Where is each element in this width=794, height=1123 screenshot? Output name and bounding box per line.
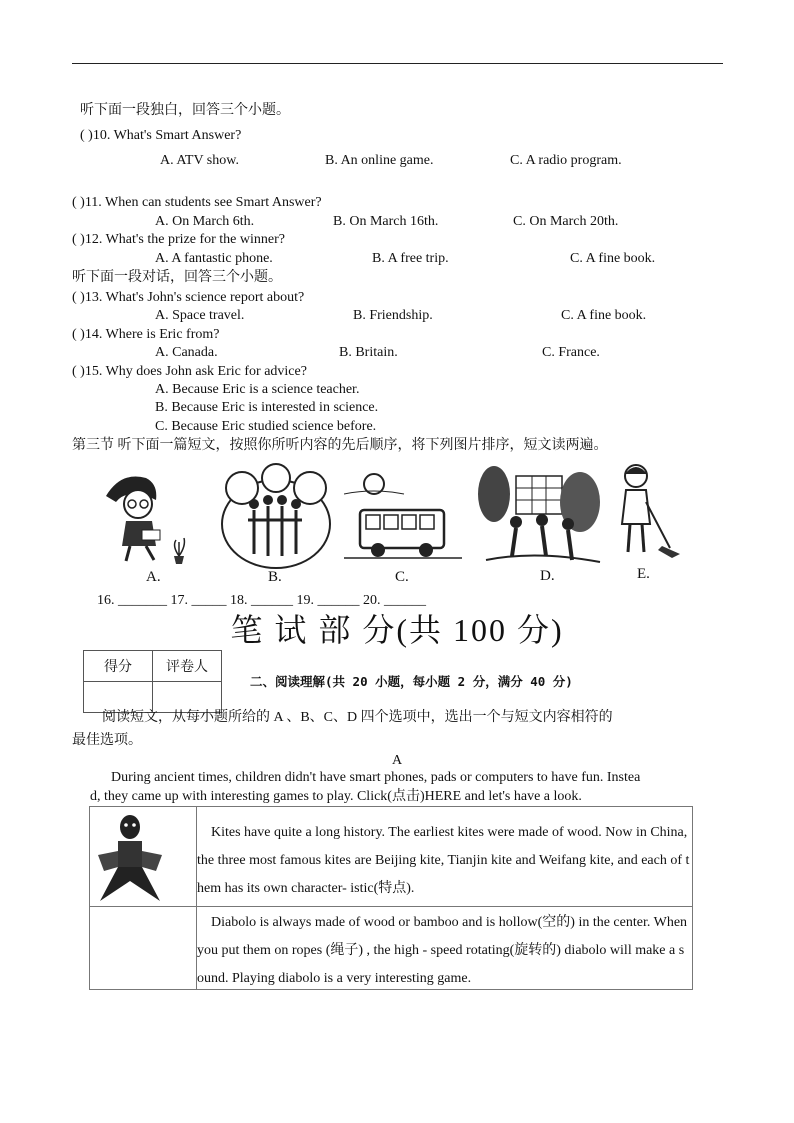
ordering-answer-blanks: 16. _______ 17. _____ 18. ______ 19. ______ 20. ______	[97, 593, 426, 608]
q14-option-a: A. Canada.	[155, 345, 218, 360]
q13-option-b: B. Friendship.	[353, 308, 433, 323]
q13-stem: ( )13. What's John's science report about?	[72, 290, 305, 305]
picture-a-girl-reading	[86, 466, 206, 566]
picture-label-c: C.	[395, 569, 409, 585]
section2-title: 二、阅读理解(共 20 小题，每小题 2 分，满分 40 分)	[250, 674, 573, 689]
q12-option-a: A. A fantastic phone.	[155, 251, 273, 266]
q10-option-a: A. ATV show.	[160, 153, 239, 168]
diabolo-text: Diabolo is always made of wood or bamboo and is hollow(空的) in the center. When you put them on ropes (绳子) , the high - speed rotating(旋转的) diabolo will make a sound. Playing diabolo is a very interesting game.	[197, 915, 688, 986]
kite-image	[94, 811, 166, 903]
q15-stem: ( )15. Why does John ask Eric for advice?	[72, 364, 307, 379]
picture-label-a: A.	[146, 569, 161, 585]
header-rule	[72, 63, 723, 64]
q12-stem: ( )12. What's the prize for the winner?	[72, 232, 285, 247]
q11-stem: ( )11. When can students see Smart Answer?	[72, 195, 322, 210]
q15-option-c: C. Because Eric studied science before.	[155, 419, 377, 434]
written-section-title: 笔 试 部 分(共 100 分)	[230, 612, 564, 648]
picture-e-girl-sweeping	[612, 462, 684, 562]
q15-option-b: B. Because Eric is interested in science.	[155, 400, 379, 415]
reading-instruction-line2: 最佳选项。	[72, 733, 142, 748]
q15-option-a: A. Because Eric is a science teacher.	[155, 382, 360, 397]
part2-intro: 听下面一段对话，回答三个小题。	[72, 270, 282, 285]
section3-instruction: 第三节 听下面一篇短文，按照你所听内容的先后顺序，将下列图片排序，短文读两遍。	[72, 438, 608, 453]
picture-label-d: D.	[540, 568, 555, 584]
q14-stem: ( )14. Where is Eric from?	[72, 327, 220, 342]
picture-b-people-in-park	[220, 462, 332, 572]
q12-option-b: B. A free trip.	[372, 251, 449, 266]
q11-option-c: C. On March 20th.	[513, 214, 619, 229]
passage-line1: During ancient times, children didn't have smart phones, pads or computers to have fun. Instea	[111, 770, 641, 785]
q11-option-b: B. On March 16th.	[333, 214, 439, 229]
games-table	[89, 806, 693, 990]
kites-text: Kites have quite a long history. The earliest kites were made of wood. Now in China, the three most famous kites are Beijing kite, Tianjin kite and Weifang kite, and each of them has its own character- istic(特点).	[197, 825, 690, 896]
q13-option-a: A. Space travel.	[155, 308, 245, 323]
picture-label-e: E.	[637, 566, 650, 582]
passage-label: A	[392, 753, 403, 768]
score-table	[83, 650, 222, 713]
q12-option-c: C. A fine book.	[570, 251, 656, 266]
picture-c-bus	[344, 470, 462, 566]
q13-option-c: C. A fine book.	[561, 308, 647, 323]
score-header: 得分	[84, 651, 153, 682]
grader-header: 评卷人	[153, 651, 222, 682]
q10-option-b: B. An online game.	[325, 153, 434, 168]
q14-option-c: C. France.	[542, 345, 600, 360]
q10-stem: ( )10. What's Smart Answer?	[80, 128, 242, 143]
q14-option-b: B. Britain.	[339, 345, 398, 360]
score-cell	[84, 682, 153, 713]
reading-instruction-line1: 阅读短文，从每小题所给的 A 、B、C、D 四个选项中，选出一个与短文内容相符的	[102, 710, 613, 725]
picture-d-planting-trees	[476, 464, 604, 568]
q10-option-c: C. A radio program.	[510, 153, 622, 168]
passage-line2: d, they came up with interesting games to play. Click(点击)HERE and let's have a look.	[90, 789, 582, 804]
picture-label-b: B.	[268, 569, 282, 585]
picture-row	[86, 462, 686, 592]
q11-option-a: A. On March 6th.	[155, 214, 255, 229]
part1-intro: 听下面一段独白，回答三个小题。	[80, 103, 290, 118]
grader-cell	[153, 682, 222, 713]
